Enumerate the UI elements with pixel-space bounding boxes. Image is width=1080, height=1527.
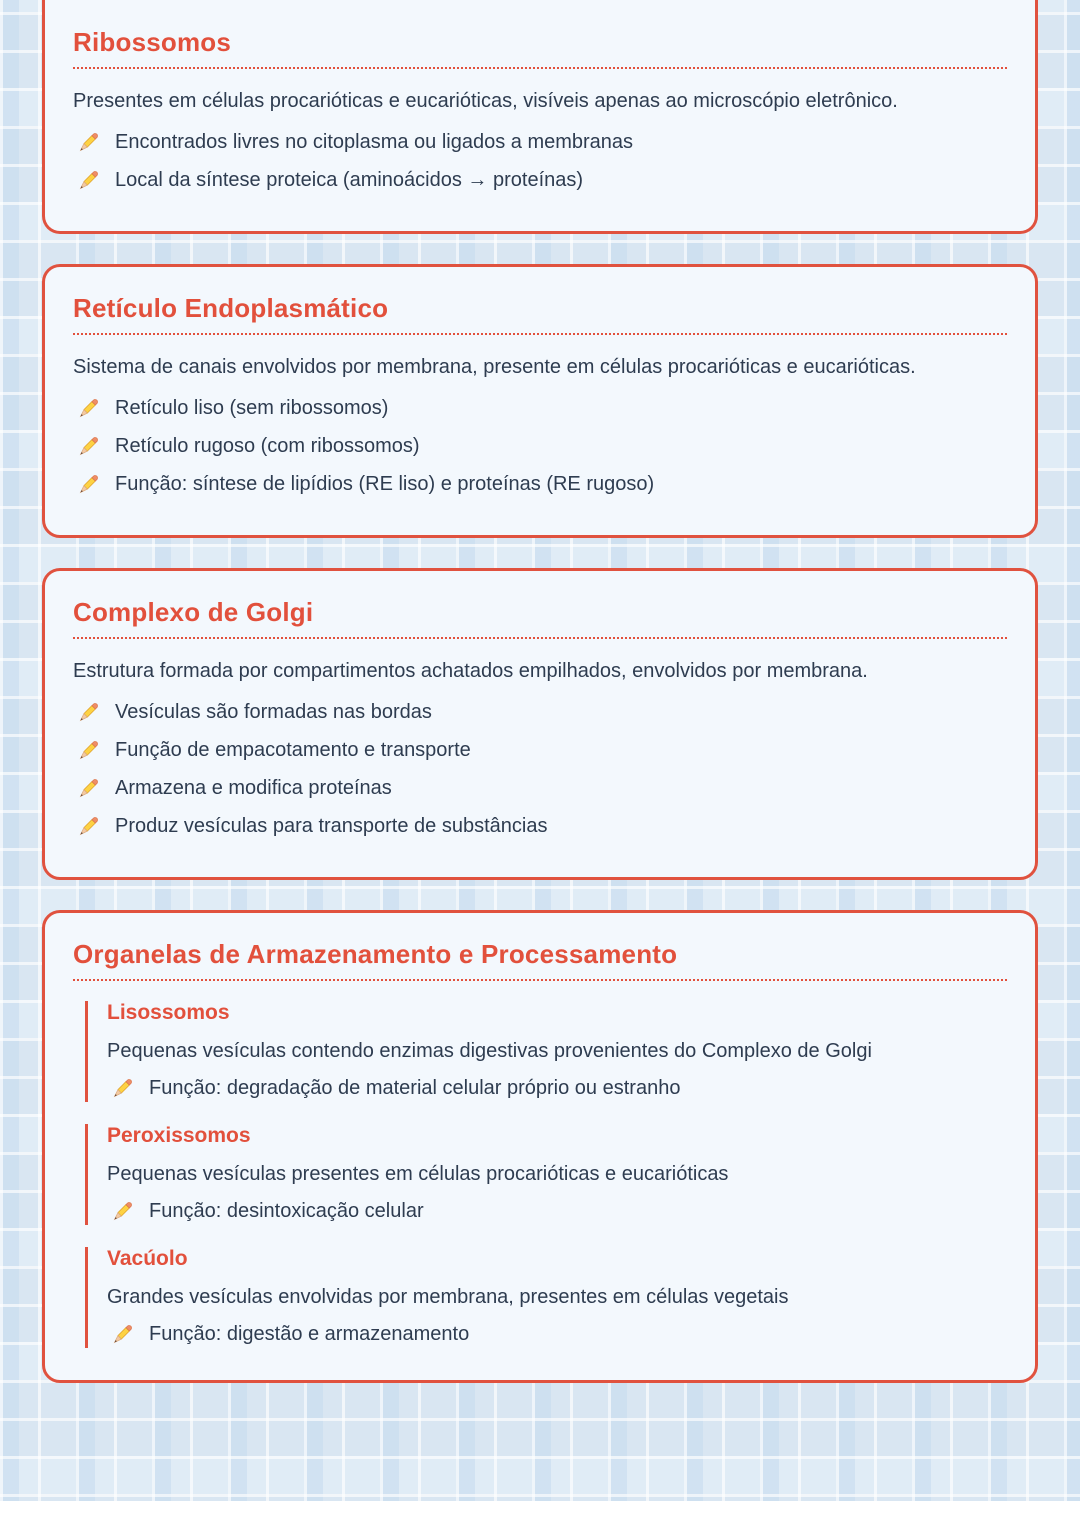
- pencil-icon: [77, 777, 100, 800]
- card-intro: Estrutura formada por compartimentos achatados empilhados, envolvidos por membrana.: [73, 660, 868, 682]
- card-intro: Sistema de canais envolvidos por membrana, presente em células procarióticas e eucarióticas.: [73, 356, 916, 378]
- bullet-item: [73, 471, 1007, 498]
- pencil-icon: [77, 169, 100, 192]
- pencil-icon: [77, 739, 100, 762]
- subsection-lisossomos: [85, 1001, 1007, 1102]
- subsection-title: Lisossomos: [107, 1001, 230, 1024]
- bullet-list: [107, 1321, 1007, 1348]
- card-organelas-armazenamento-processamento: [42, 910, 1038, 1383]
- subsection-intro: Pequenas vesículas contendo enzimas digestivas provenientes do Complexo de Golgi: [107, 1040, 872, 1062]
- bullet-text: Função: desintoxicação celular: [149, 1200, 424, 1222]
- bullet-text: Retículo rugoso (com ribossomos): [115, 435, 420, 457]
- title-divider: [73, 637, 1007, 639]
- pencil-icon: [77, 473, 100, 496]
- card-ribossomos: [42, 0, 1038, 234]
- bullet-item: [73, 775, 1007, 802]
- bullet-text: Local da síntese proteica (aminoácidos → proteínas): [115, 169, 584, 191]
- pencil-icon: [77, 435, 100, 458]
- card-reticulo-endoplasmatico: [42, 264, 1038, 538]
- title-divider: [73, 67, 1007, 69]
- subsection-title: Vacúolo: [107, 1247, 188, 1270]
- subsection-intro: Pequenas vesículas presentes em células procarióticas e eucarióticas: [107, 1163, 729, 1185]
- bullet-text: Encontrados livres no citoplasma ou ligados a membranas: [115, 131, 634, 153]
- pencil-icon: [77, 131, 100, 154]
- subsection-intro: Grandes vesículas envolvidas por membrana, presentes em células vegetais: [107, 1286, 789, 1308]
- card-complexo-de-golgi: [42, 568, 1038, 880]
- bullet-item: [73, 395, 1007, 422]
- bullet-text: Retículo liso (sem ribossomos): [115, 397, 389, 419]
- pencil-icon: [77, 397, 100, 420]
- bullet-list: [107, 1075, 1007, 1102]
- bullet-item: [73, 813, 1007, 840]
- card-intro: Presentes em células procarióticas e eucarióticas, visíveis apenas ao microscópio eletrônico.: [73, 90, 898, 112]
- bullet-item: [73, 433, 1007, 460]
- title-divider: [73, 979, 1007, 981]
- card-title: Organelas de Armazenamento e Processamento: [73, 939, 678, 969]
- card-title: Complexo de Golgi: [73, 597, 314, 627]
- subsection-peroxissomos: [85, 1124, 1007, 1225]
- pencil-icon: [111, 1077, 134, 1100]
- pencil-icon: [77, 815, 100, 838]
- bullet-text: Vesículas são formadas nas bordas: [115, 701, 432, 723]
- bullet-item: [73, 699, 1007, 726]
- bullet-item: [73, 129, 1007, 156]
- bullet-text: Produz vesículas para transporte de substâncias: [115, 815, 548, 837]
- pencil-icon: [111, 1200, 134, 1223]
- bullet-item: [73, 167, 1007, 194]
- bullet-item: [107, 1321, 1007, 1348]
- bullet-list: [73, 699, 1007, 840]
- bullet-item: [107, 1198, 1007, 1225]
- card-title: Ribossomos: [73, 27, 232, 57]
- bullet-text: Função: síntese de lipídios (RE liso) e proteínas (RE rugoso): [115, 473, 655, 495]
- bullet-list: [107, 1198, 1007, 1225]
- bullet-list: [73, 129, 1007, 194]
- subsection-title: Peroxissomos: [107, 1124, 251, 1147]
- bullet-text: Armazena e modifica proteínas: [115, 777, 392, 799]
- bullet-item: [73, 737, 1007, 764]
- pencil-icon: [77, 701, 100, 724]
- bullet-text: Função de empacotamento e transporte: [115, 739, 471, 761]
- bullet-text: Função: digestão e armazenamento: [149, 1323, 470, 1345]
- bullet-list: [73, 395, 1007, 498]
- pencil-icon: [111, 1323, 134, 1346]
- subsection-vacuolo: [85, 1247, 1007, 1348]
- bullet-text: Função: degradação de material celular próprio ou estranho: [149, 1077, 681, 1099]
- bullet-item: [107, 1075, 1007, 1102]
- title-divider: [73, 333, 1007, 335]
- card-title: Retículo Endoplasmático: [73, 293, 389, 323]
